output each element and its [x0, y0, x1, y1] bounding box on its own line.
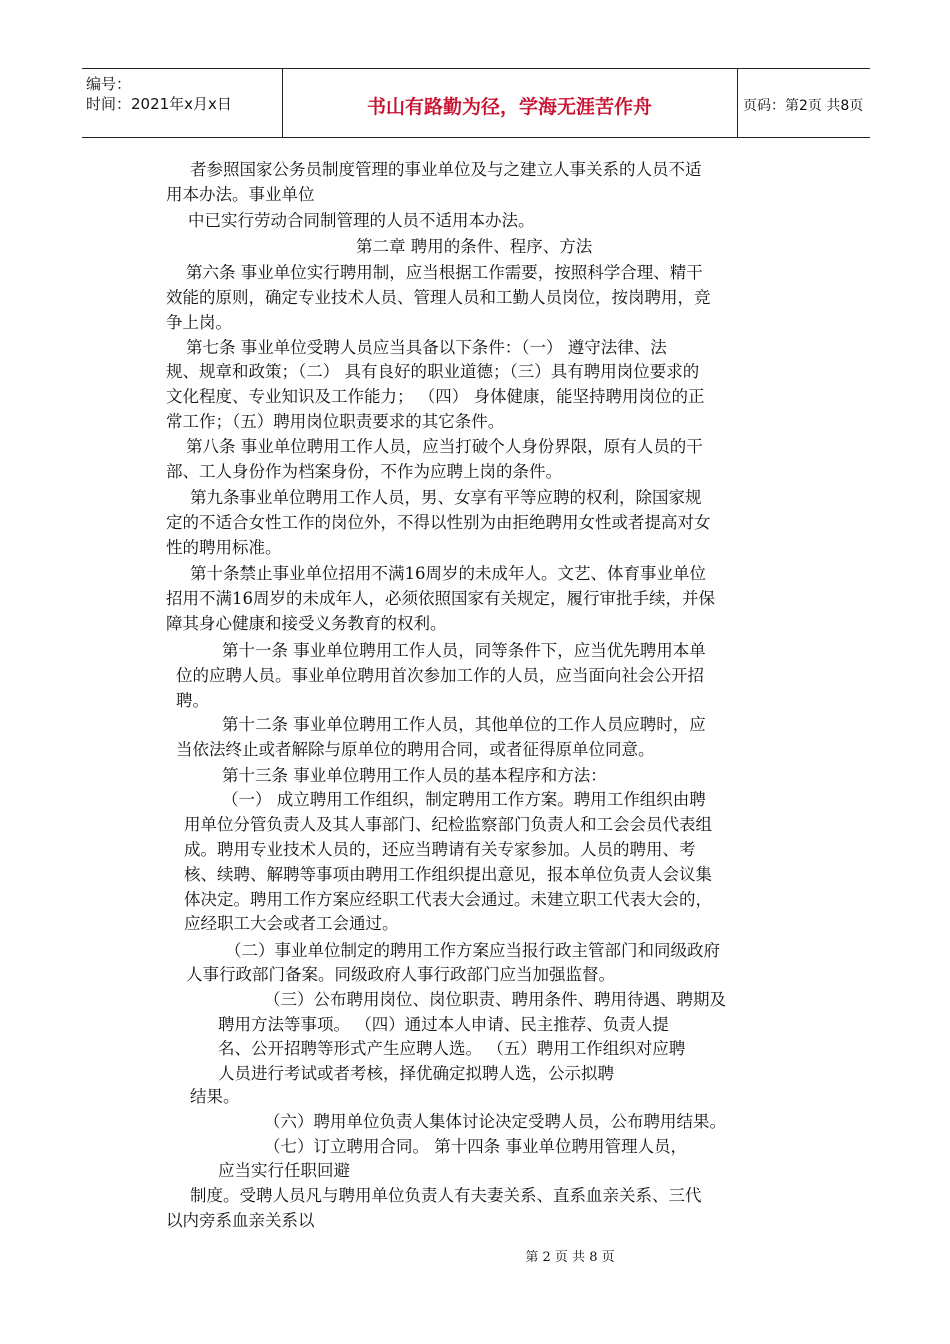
body-line: （六）聘用单位负责人集体讨论决定受聘人员，公布聘用结果。	[264, 1112, 726, 1131]
body-line: 以内旁系血亲关系以	[166, 1211, 315, 1230]
body-line: 常工作；（五）聘用岗位职责要求的其它条件。	[166, 412, 505, 431]
body-line: 文化程度、专业知识及工作能力； （四） 身体健康，能坚持聘用岗位的正	[166, 387, 705, 406]
body-line: 核、续聘、解聘等事项由聘用工作组织提出意见，报本单位负责人会议集	[184, 865, 712, 884]
body-line: 中已实行劳动合同制管理的人员不适用本办法。	[188, 211, 535, 230]
body-line: 应经职工大会或者工会通过。	[184, 914, 399, 933]
body-line: 结果。	[190, 1087, 240, 1106]
header-page-number: 页码：第2页 共8页	[743, 98, 864, 114]
body-line: （二）事业单位制定的聘用工作方案应当报行政主管部门和同级政府	[225, 941, 720, 960]
body-line: 用单位分管负责人及其人事部门、纪检监察部门负责人和工会会员代表组	[184, 815, 712, 834]
body-line: 第十三条 事业单位聘用工作人员的基本程序和方法：	[222, 766, 607, 785]
body-line: 争上岗。	[166, 313, 232, 332]
body-line: 人员进行考试或者考核，择优确定拟聘人选，公示拟聘	[218, 1064, 614, 1083]
body-line: 部、工人身份作为档案身份，不作为应聘上岗的条件。	[166, 462, 562, 481]
body-line: 人事行政部门备案。同级政府人事行政部门应当加强监督。	[186, 965, 615, 984]
document-number-label: 编号：	[86, 75, 132, 93]
header-motto: 书山有路勤为径，学海无涯苦作舟	[366, 96, 652, 118]
body-line: 效能的原则，确定专业技术人员、管理人员和工勤人员岗位，按岗聘用，竞	[166, 288, 711, 307]
document-time-label: 时间：2021年x月x日	[86, 95, 232, 113]
body-line: 第十条禁止事业单位招用不满16周岁的未成年人。文艺、体育事业单位	[190, 564, 706, 583]
body-line: 第十二条 事业单位聘用工作人员，其他单位的工作人员应聘时，应	[222, 715, 706, 734]
body-line: 第十一条 事业单位聘用工作人员，同等条件下，应当优先聘用本单	[222, 641, 706, 660]
header-table	[82, 68, 870, 138]
body-line: 规、规章和政策；（二） 具有良好的职业道德；（三）具有聘用岗位要求的	[166, 362, 700, 381]
body-line: 第七条 事业单位受聘人员应当具备以下条件：（一） 遵守法律、法	[186, 338, 667, 357]
body-line: 成。聘用专业技术人员的，还应当聘请有关专家参加。人员的聘用、考	[184, 840, 696, 859]
body-line: 位的应聘人员。事业单位聘用首次参加工作的人员，应当面向社会公开招	[176, 666, 704, 685]
body-line: 用本办法。事业单位	[166, 185, 315, 204]
body-line: 性的聘用标准。	[166, 538, 282, 557]
body-line: 者参照国家公务员制度管理的事业单位及与之建立人事关系的人员不适	[190, 160, 702, 179]
body-line: 制度。受聘人员凡与聘用单位负责人有夫妻关系、直系血亲关系、三代	[190, 1186, 702, 1205]
body-line: 聘。	[176, 691, 209, 710]
body-line: 障其身心健康和接受义务教育的权利。	[166, 614, 447, 633]
header-page-cell	[737, 69, 870, 137]
chapter-heading: 第二章 聘用的条件、程序、方法	[356, 237, 593, 256]
header-motto-cell	[282, 69, 738, 137]
body-line: 第八条 事业单位聘用工作人员，应当打破个人身份界限，原有人员的干	[186, 437, 703, 456]
body-line: （七）订立聘用合同。 第十四条 事业单位聘用管理人员，	[264, 1137, 687, 1156]
body-line: 第六条 事业单位实行聘用制，应当根据工作需要，按照科学合理、精干	[186, 263, 703, 282]
page-footer: 第 2 页 共 8 页	[525, 1250, 615, 1265]
body-line: 体决定。聘用工作方案应经职工代表大会通过。未建立职工代表大会的，	[184, 890, 712, 909]
body-line: （三）公布聘用岗位、岗位职责、聘用条件、聘用待遇、聘期及	[264, 990, 726, 1009]
body-line: 名、公开招聘等形式产生应聘人选。 （五）聘用工作组织对应聘	[218, 1039, 686, 1058]
header-left-cell	[82, 69, 283, 137]
body-line: 定的不适合女性工作的岗位外，不得以性别为由拒绝聘用女性或者提高对女	[166, 513, 711, 532]
body-line: （一） 成立聘用工作组织，制定聘用工作方案。聘用工作组织由聘	[222, 790, 706, 809]
body-line: 招用不满16周岁的未成年人，必须依照国家有关规定，履行审批手续，并保	[166, 589, 715, 608]
body-line: 当依法终止或者解除与原单位的聘用合同，或者征得原单位同意。	[176, 740, 655, 759]
body-line: 应当实行任职回避	[218, 1161, 350, 1180]
body-line: 第九条事业单位聘用工作人员，男、女享有平等应聘的权利，除国家规	[190, 488, 702, 507]
body-line: 聘用方法等事项。 （四）通过本人申请、民主推荐、负责人提	[218, 1015, 669, 1034]
